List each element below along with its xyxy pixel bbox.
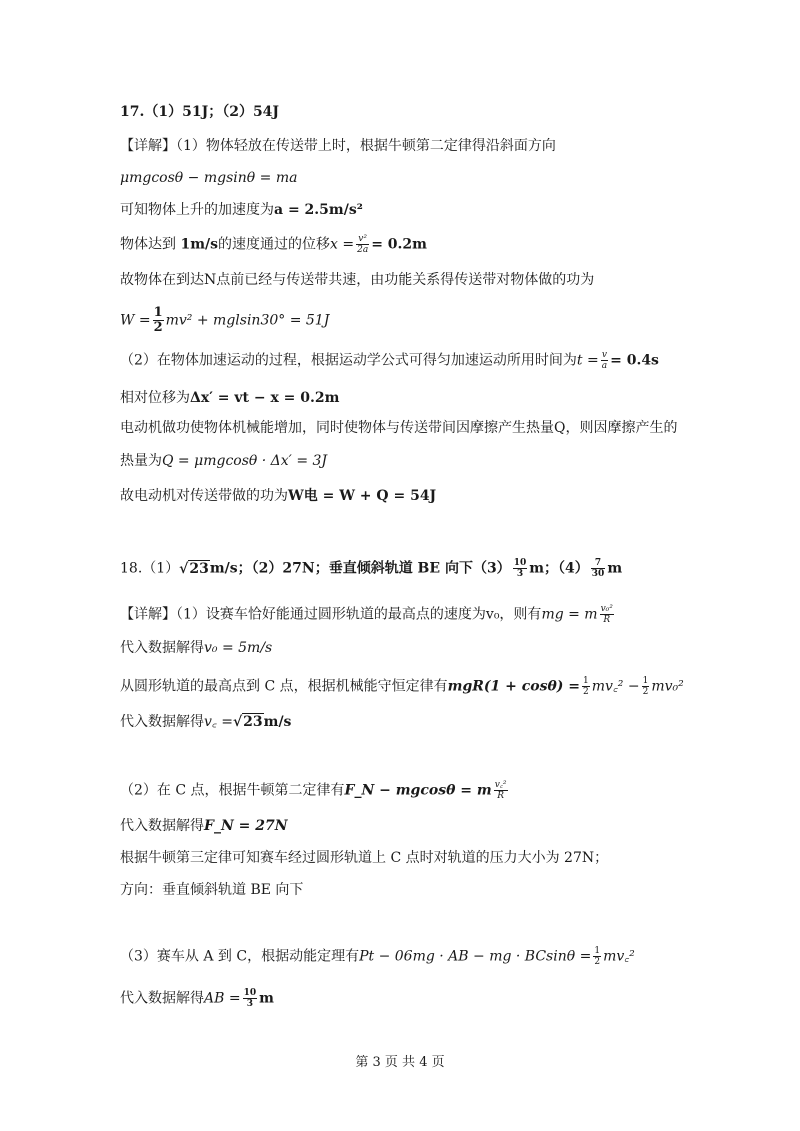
text: m xyxy=(607,560,623,577)
equation: W电 = W + Q = 54J xyxy=(288,488,437,504)
equation: mv꜀² xyxy=(603,948,635,965)
text: 代入数据解得 xyxy=(120,818,204,834)
text: 代入数据解得 xyxy=(120,990,204,1007)
text: 的速度通过的位移 xyxy=(218,236,331,253)
fraction xyxy=(494,780,508,801)
numerator: v₀² xyxy=(600,604,613,614)
text: （3）赛车从 A 到 C，根据动能定理有 xyxy=(120,948,360,965)
equation: AB = xyxy=(204,990,241,1007)
equation: F_N − mgcosθ = m xyxy=(344,782,492,799)
equation: F_N = 27N xyxy=(204,818,288,834)
fraction xyxy=(513,558,528,579)
q18-line-v0-result xyxy=(120,638,272,658)
text: （2）在物体加速运动的过程，根据运动学公式可得匀加速运动所用时间为 xyxy=(120,352,577,369)
denominator: a xyxy=(601,361,608,371)
text: 从圆形轨道的最高点到 C 点，根据机械能守恒定律有 xyxy=(120,678,448,695)
text: 【详解】（1）设赛车恰好能通过圆形轨道的最高点的速度为v₀，则有 xyxy=(120,606,542,623)
equation: a = 2.5m/s² xyxy=(274,202,363,218)
q18-answer-header xyxy=(120,558,622,579)
fraction xyxy=(642,676,650,697)
denominator: 3 xyxy=(246,999,253,1009)
fraction xyxy=(601,350,608,371)
text: 相对位移为 xyxy=(120,390,190,406)
equation: Δx′ = vt − x = 0.2m xyxy=(190,390,340,406)
q17-line-acceleration xyxy=(120,200,363,220)
equation: mg = m xyxy=(541,606,598,623)
denominator: R xyxy=(603,615,611,625)
equation: mv² + mglsin30° = 51J xyxy=(165,312,330,329)
q18-line-fn-result xyxy=(120,816,288,836)
denominator: 30 xyxy=(591,569,605,579)
q18-line-energy-conservation xyxy=(120,676,684,697)
equation: v₀ = 5m/s xyxy=(204,640,273,656)
text: m；（4） xyxy=(529,560,589,577)
text: 代入数据解得 xyxy=(120,640,204,656)
radicand: 23 xyxy=(243,714,263,730)
sqrt: √23 xyxy=(179,560,209,577)
speed-value: 1m/s xyxy=(180,236,219,253)
equation: W = xyxy=(120,312,151,329)
q18-line-vc-result xyxy=(120,712,291,732)
numerator: 10 xyxy=(243,988,257,998)
result: = 0.4s xyxy=(610,352,659,369)
q18-line-top-speed xyxy=(120,604,616,625)
equation: Pt − 06mg · AB − mg · BCsinθ = xyxy=(359,948,592,965)
fraction xyxy=(243,988,258,1009)
fraction xyxy=(356,234,369,255)
text: 故电动机对传送带做的功为 xyxy=(120,488,288,504)
equation: t = xyxy=(576,352,599,369)
equation: mv₀² xyxy=(651,678,684,695)
q18-line-direction: 方向：垂直倾斜轨道 BE 向下 xyxy=(120,882,304,898)
q17-line-work-intro: 故物体在到达N点前已经与传送带共速，由功能关系得传送带对物体做的功为 xyxy=(120,272,595,288)
q18-line-newton-second xyxy=(120,780,510,801)
equation: mgR(1 + cosθ) = xyxy=(447,678,581,695)
denominator: 2a xyxy=(357,245,369,255)
text: 可知物体上升的加速度为 xyxy=(120,202,274,218)
numerator: 1 xyxy=(583,676,589,686)
numerator: 1 xyxy=(594,946,601,956)
q17-equation-work xyxy=(120,306,329,335)
page-footer: 第 3 页 共 4 页 xyxy=(355,1055,445,1070)
numerator: v꜀² xyxy=(494,780,507,790)
q17-answer-header: 17.（1）51J；（2）54J xyxy=(120,104,280,120)
equation: v꜀ = xyxy=(204,714,233,730)
numerator: v² xyxy=(356,234,369,245)
sqrt: √23 xyxy=(232,714,263,730)
unit: m xyxy=(259,990,274,1007)
q18-line-newton-third: 根据牛顿第三定律可知赛车经过圆形轨道上 C 点时对轨道的压力大小为 27N； xyxy=(120,850,609,866)
equation: mv꜀² − xyxy=(591,678,640,695)
text: 物体达到 xyxy=(120,236,176,253)
equation: x = xyxy=(330,236,355,253)
numerator: v xyxy=(601,350,607,360)
fraction xyxy=(600,604,614,625)
text: 代入数据解得 xyxy=(120,714,204,730)
denominator: 2 xyxy=(642,687,649,697)
q17-line-heat xyxy=(120,451,327,471)
numerator: 1 xyxy=(153,305,163,320)
text: m/s；（2）27N；垂直倾斜轨道 BE 向下（3） xyxy=(209,560,511,577)
denominator: 2 xyxy=(583,687,589,697)
denominator: 2 xyxy=(153,320,163,335)
q17-line-relative-displacement xyxy=(120,388,339,408)
q18-line-kinetic-energy xyxy=(120,946,635,967)
numerator: 7 xyxy=(591,558,606,569)
q18-line-ab-result xyxy=(120,988,274,1009)
text: （2）在 C 点，根据牛顿第二定律有 xyxy=(120,782,345,799)
text: 热量为 xyxy=(120,453,162,469)
numerator: 10 xyxy=(513,558,527,568)
fraction xyxy=(593,946,601,967)
equation: Q = μmgcosθ · Δx′ = 3J xyxy=(162,453,328,469)
denominator: 3 xyxy=(516,569,524,579)
q17-line-heat-intro: 电动机做功使物体机械能增加，同时使物体与传送带间因摩擦产生热量Q，则因摩擦产生的 xyxy=(120,420,678,436)
denominator: R xyxy=(497,791,505,801)
q17-equation-1: μmgcosθ − mgsinθ = ma xyxy=(120,170,298,186)
unit: m/s xyxy=(263,714,292,730)
q17-explanation-line-1: 【详解】（1）物体轻放在传送带上时，根据牛顿第二定律得沿斜面方向 xyxy=(120,138,556,154)
result: = 0.2m xyxy=(371,236,427,253)
fraction xyxy=(582,676,590,697)
fraction xyxy=(591,558,606,579)
q17-line-displacement xyxy=(120,234,427,255)
radicand: 23 xyxy=(189,560,209,577)
denominator: 2 xyxy=(594,957,601,967)
q17-line-motor-work xyxy=(120,486,436,506)
q17-line-time xyxy=(120,350,659,371)
numerator: 1 xyxy=(642,676,649,686)
text: 18.（1） xyxy=(120,560,180,577)
fraction xyxy=(153,306,164,335)
